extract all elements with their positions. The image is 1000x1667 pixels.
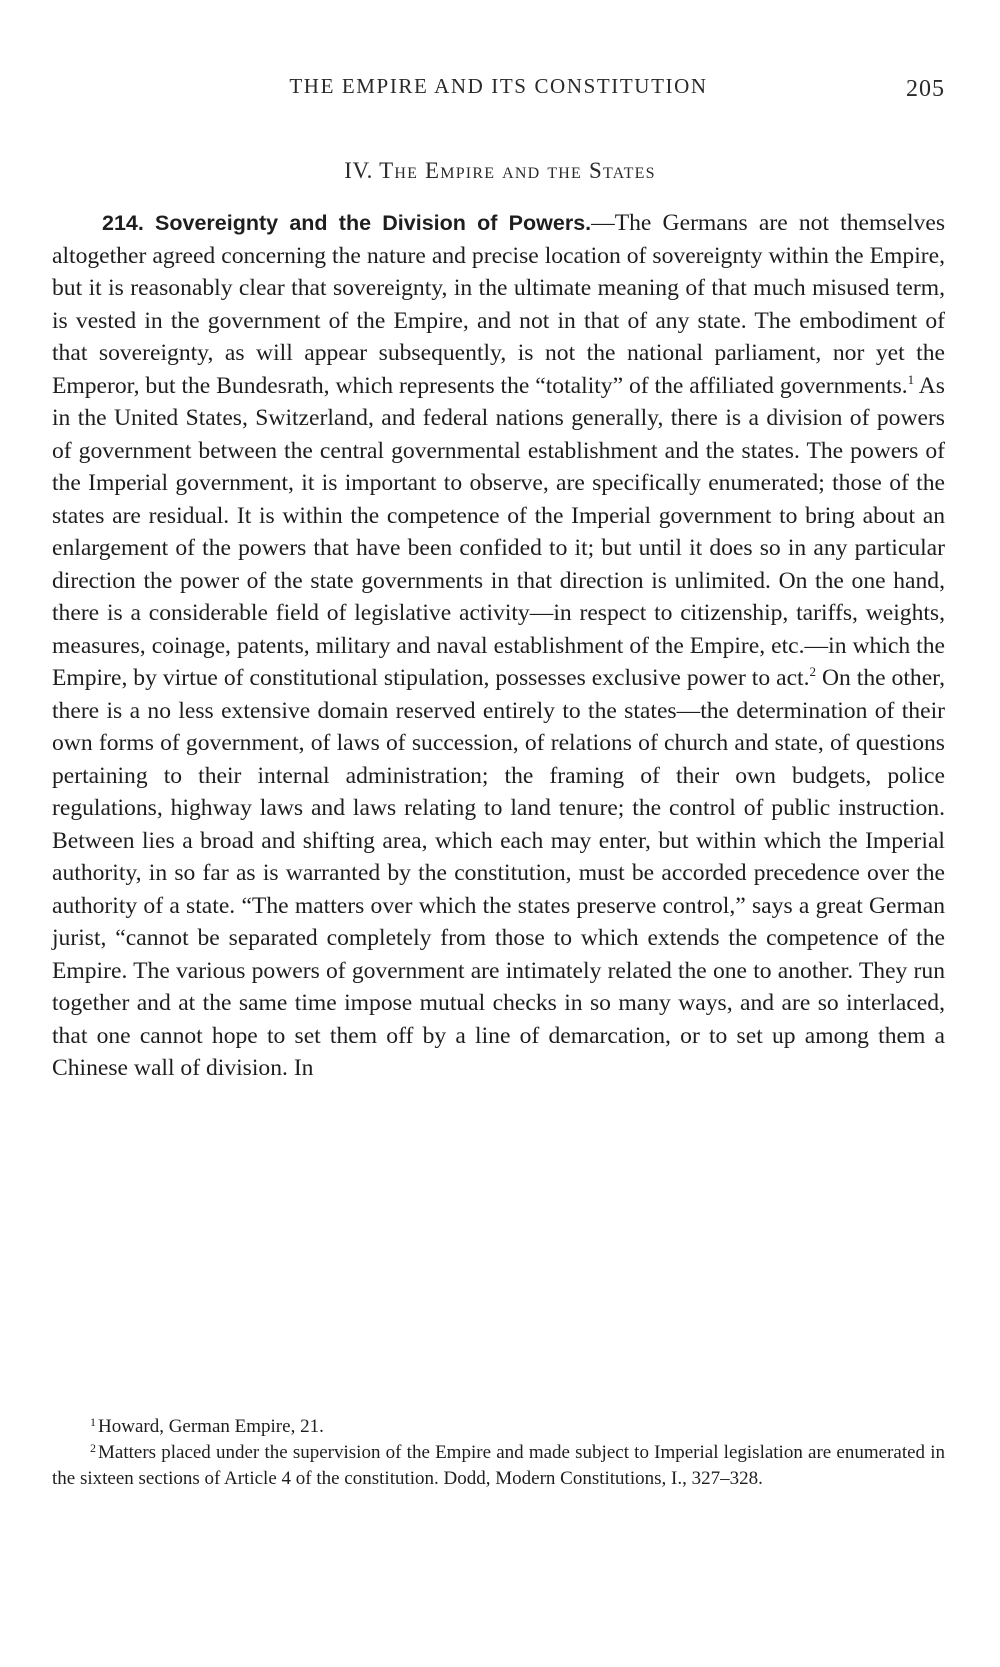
paragraph-number: 214. [102,211,144,235]
page-number: 205 [906,76,945,102]
paragraph-heading: Sovereignty and the Division of Powers. [155,211,592,235]
running-title: THE EMPIRE AND ITS CONSTITUTION [289,74,708,98]
footnote-marker-2: 2 [90,1441,96,1455]
section-heading [0,158,1000,184]
footnote-reference-2[interactable]: 2 [809,664,816,679]
footnote-text-2: Matters placed under the supervision of the Empire and made subject to Imperial legislation are enumerated in the sixteen sections of Article 4 of the constitution. Dodd, Modern Constitutions, I., 327–328. [52,1442,945,1489]
section-numeral: IV. [344,158,373,183]
footnotes [52,1414,945,1492]
paragraph-214 [52,207,945,1085]
paragraph-text-part-1: —The Germans are not themselves altogether agreed concerning the nature and precise location of sovereignty within the Empire, but it is reasonably clear that sovereignty, in the ultimate meaning of that much misused term, is vested in the government of the Empire, and not in that of any state. The embodiment of that sovereignty, as will appear subsequently, is not the national parliament, nor yet the Emperor, but the Bundesrath, which represents the “totality” of the affiliated governments. [52,210,945,399]
footnote-marker-1: 1 [90,1415,96,1429]
running-head [52,74,945,106]
paragraph-text-part-2: As in the United States, Switzerland, and federal nations generally, there is a division of powers of government between the central governmental establishment and the states. The powers of the Imperial government, it is important to observe, are specifically enumerated; those of the states are residual. It is within the competence of the Imperial government to bring about an enlargement of the powers that have been confided to it; but until it does so in any particular direction the power of the state governments in that direction is unlimited. On the one hand, there is a considerable field of legislative activity—in respect to citizenship, tariffs, weights, measures, coinage, patents, military and naval establishment of the Empire, etc.—in which the Empire, by virtue of constitutional stipulation, possesses exclusive power to act. [52,372,945,691]
section-title: The Empire and the States [379,158,656,183]
body-text [52,207,945,1085]
footnote-reference-1[interactable]: 1 [907,371,915,387]
footnote-1 [52,1414,945,1440]
paragraph-text-part-3: On the other, there is a no less extensive domain reserved entirely to the states—the determination of their own forms of government, of laws of succession, of relations of church and state, of questions pertaining to their internal administration; the framing of their own budgets, police regulations, highway laws and laws relating to land tenure; the control of public instruction. Between lies a broad and shifting area, which each may enter, but within which the Imperial authority, in so far as is warranted by the constitution, must be accorded precedence over the authority of a state. “The matters over which the states preserve control,” says a great German jurist, “cannot be separated completely from those to which extends the competence of the Empire. The various powers of government are intimately related the one to another. They run together and at the same time impose mutual checks in so many ways, and are so interlaced, that one cannot hope to set them off by a line of demarcation, or to set up among them a Chinese wall of division. In [52,665,945,1081]
footnote-2 [52,1440,945,1492]
footnote-text-1: Howard, German Empire, 21. [98,1416,324,1437]
